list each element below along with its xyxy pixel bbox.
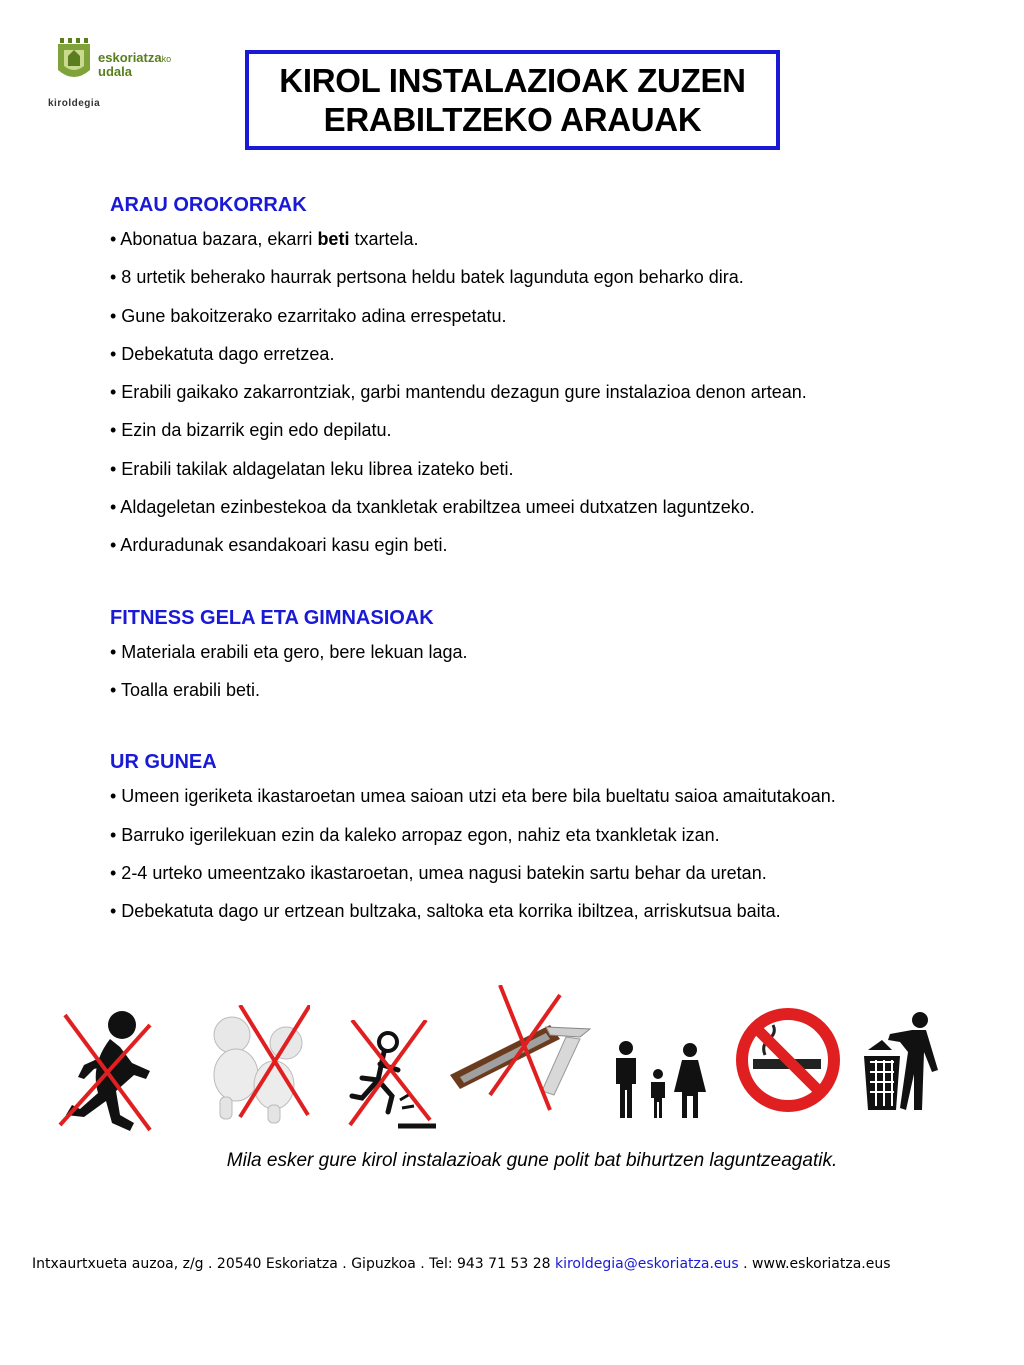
rule-item: • Aldageletan ezinbestekoa da txankletak erabiltzea umeei dutxatzen laguntzeko. [110, 497, 755, 518]
rule-item: • Erabili gaikako zakarrontziak, garbi mantendu dezagun gure instalazioa denon artean. [110, 382, 807, 403]
no-pushing-icon [200, 1005, 310, 1125]
rule-item: • Erabili takilak aldagelatan leku librea izateko beti. [110, 458, 514, 479]
rule-item: • Umeen igeriketa ikastaroetan umea saioan utzi eta bere bila bueltatu saioa amaitutakoan. [110, 786, 836, 807]
page-title-line2: ERABILTZEKO ARAUAK [323, 101, 702, 138]
rule-item: • 8 urtetik beherako haurrak pertsona heldu batek lagunduta egon beharko dira. [110, 267, 744, 288]
rule-item: • Arduradunak esandakoari kasu egin beti. [110, 535, 448, 556]
recycle-bin-icon [860, 1010, 950, 1110]
rule-item: • Gune bakoitzerako ezarritako adina errespetatu. [110, 305, 507, 326]
page-title-box [245, 50, 780, 150]
logo-town-name: eskoriatzako [98, 50, 172, 65]
rule-item: • Barruko igerilekuan ezin da kaleko arropaz egon, nahiz eta txankletak izan. [110, 824, 720, 845]
thanks-message: Mila esker gure kirol instalazioak gune polit bat bihurtzen laguntzeagatik. [226, 1150, 838, 1171]
logo-council: udala [98, 64, 132, 79]
footer-contact [32, 1256, 891, 1272]
rule-item: • Debekatuta dago ur ertzean bultzaka, saltoka eta korrika ibiltzea, arriskutsua baita. [110, 901, 781, 922]
footer-website[interactable]: . www.eskoriatza.eus [738, 1256, 891, 1272]
page-title-line1: KIROL INSTALAZIOAK ZUZEN [279, 62, 746, 99]
no-jumping-icon [340, 1020, 440, 1130]
section-title-water: UR GUNEA [110, 751, 217, 774]
rules-content [110, 190, 990, 930]
pictogram-row [50, 985, 950, 1145]
family-icon [610, 1040, 710, 1120]
no-smoking-icon [733, 1005, 843, 1115]
no-shaving-icon [450, 985, 600, 1115]
rule-item: • Materiala erabili eta gero, bere lekuan laga. [110, 641, 468, 662]
rule-item: • Abonatua bazara, ekarri beti txartela. [110, 229, 419, 249]
section-title-fitness: FITNESS GELA ETA GIMNASIOAK [110, 606, 434, 629]
footer-email-link[interactable]: kiroldegia@eskoriatza.eus [554, 1256, 739, 1272]
no-running-icon [50, 1005, 160, 1135]
footer-address: Intxaurtxueta auzoa, z/g . 20540 Eskoriatza . Gipuzkoa . Tel: 943 71 53 28 [32, 1256, 555, 1272]
municipal-logo [48, 36, 188, 116]
rule-item: • Debekatuta dago erretzea. [110, 343, 335, 364]
rule-item: • Ezin da bizarrik egin edo depilatu. [110, 420, 392, 441]
rule-item: • Toalla erabili beti. [110, 679, 261, 700]
section-title-general: ARAU OROKORRAK [110, 194, 307, 216]
castle-shield-icon [56, 36, 96, 86]
rule-item: • 2-4 urteko umeentzako ikastaroetan, umea nagusi batekin sartu behar da uretan. [110, 862, 767, 883]
logo-sports-center: kiroldegia [48, 98, 101, 109]
